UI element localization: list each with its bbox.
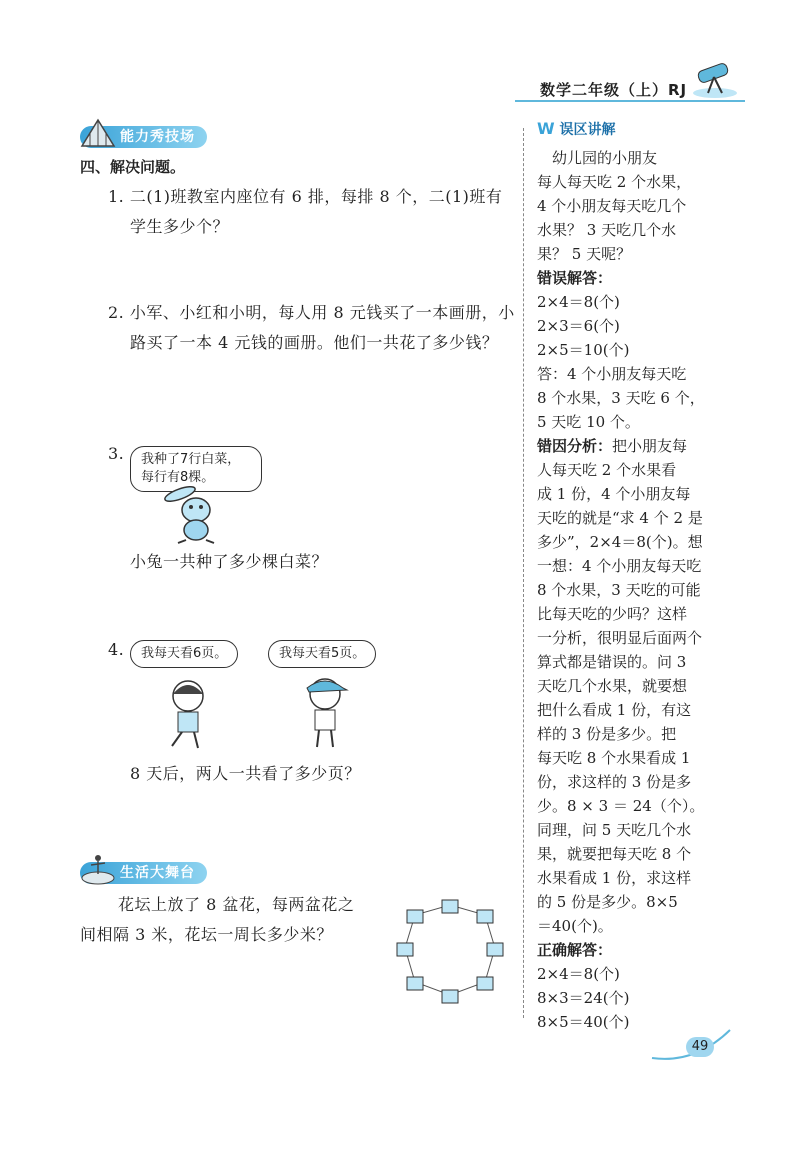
analysis-line: 比每天吃的少吗？这样 bbox=[537, 605, 688, 623]
flower-pot bbox=[407, 910, 423, 923]
sidebar-problem-line: 水果？ 3 天吃几个水 bbox=[537, 221, 677, 239]
analysis-line: ＝40(个)。 bbox=[537, 917, 613, 935]
analysis-line: 的 5 份是多少。8×5 bbox=[537, 893, 678, 911]
girl-illustration bbox=[158, 676, 218, 751]
analysis-line: 同理，问 5 天吃几个水 bbox=[537, 821, 692, 839]
analysis-line: 把什么看成 1 份，有这 bbox=[537, 701, 692, 719]
flower-pot bbox=[487, 943, 503, 956]
life-problem-line-1: 花坛上放了 8 盆花，每两盆花之 bbox=[118, 895, 355, 914]
telescope-icon bbox=[690, 55, 740, 100]
analysis-line: 多少”，2×4＝8(个)。想 bbox=[537, 533, 703, 551]
bubble-line: 每行有8棵。 bbox=[141, 470, 215, 485]
sidebar-problem-line: 果？ 5 天呢？ bbox=[537, 245, 632, 263]
wrong-answer-line: 2×4＝8(个) bbox=[537, 293, 620, 311]
analysis-line: 一想：4 个小朋友每天吃 bbox=[537, 557, 702, 575]
wrong-answer-line: 8 个水果，3 天吃 6 个， bbox=[537, 389, 705, 407]
correct-answer-title: 正确解答： bbox=[537, 941, 613, 959]
stage-icon bbox=[80, 850, 116, 886]
tent-icon bbox=[80, 118, 116, 150]
bubble-text: 我每天看6页。 bbox=[141, 646, 228, 661]
analysis-title: 错因分析： bbox=[537, 437, 613, 455]
flower-pots-circle bbox=[385, 890, 515, 1015]
bubble-line: 我种了7行白菜， bbox=[141, 452, 241, 467]
analysis-line: 人每天吃 2 个水果看 bbox=[537, 461, 677, 479]
analysis-line: 天吃的就是“求 4 个 2 是 bbox=[537, 509, 703, 527]
sidebar-badge-label: 误区讲解 bbox=[559, 122, 616, 138]
flower-pot bbox=[477, 910, 493, 923]
bubble-text: 我每天看5页。 bbox=[279, 646, 366, 661]
wrong-answer-line: 2×5＝10(个) bbox=[537, 341, 630, 359]
analysis-line: 水果看成 1 份，求这样 bbox=[537, 869, 692, 887]
flower-pot bbox=[442, 990, 458, 1003]
analysis-line: 每天吃 8 个水果看成 1 bbox=[537, 749, 691, 767]
speech-bubble-boy bbox=[268, 640, 376, 668]
sidebar-content bbox=[537, 146, 722, 1034]
wrong-answer-line: 5 天吃 10 个。 bbox=[537, 413, 640, 431]
analysis-line: 少。8 × 3 ＝ 24（个）。 bbox=[537, 797, 705, 815]
analysis-line: 8 个水果，3 天吃的可能 bbox=[537, 581, 701, 599]
w-logo-icon: W bbox=[537, 119, 555, 138]
column-divider bbox=[523, 128, 524, 1018]
sidebar-problem bbox=[537, 146, 722, 266]
rabbit-illustration bbox=[160, 480, 230, 545]
analysis-line: 份，求这样的 3 份是多 bbox=[537, 773, 692, 791]
flower-pot bbox=[442, 900, 458, 913]
question-2-line-1: 2. 小军、小红和小明，每人用 8 元钱买了一本画册，小 bbox=[108, 303, 515, 322]
analysis-line: 果，就要把每天吃 8 个 bbox=[537, 845, 692, 863]
correct-answer-line: 2×4＝8(个) bbox=[537, 965, 620, 983]
section-badge-label: 能力秀技场 bbox=[120, 129, 195, 145]
question-2-line-2: 路买了一本 4 元钱的画册。他们一共花了多少钱？ bbox=[130, 333, 499, 352]
correct-answer-line: 8×5＝40(个) bbox=[537, 1013, 630, 1031]
sidebar-problem-line: 4 个小朋友每天吃几个 bbox=[537, 197, 687, 215]
analysis-line: 天吃几个水果，就要想 bbox=[537, 677, 688, 695]
analysis-line: 一分析，很明显后面两个 bbox=[537, 629, 703, 647]
sidebar-badge bbox=[537, 119, 616, 139]
wrong-answer-lines bbox=[537, 290, 722, 434]
problems-heading: 四、解决问题。 bbox=[80, 158, 186, 176]
section-badge-label: 生活大舞台 bbox=[120, 865, 195, 881]
question-4-text: 8 天后，两人一共看了多少页？ bbox=[130, 764, 361, 783]
analysis-line: 算式都是错误的。问 3 bbox=[537, 653, 687, 671]
flower-pot bbox=[407, 977, 423, 990]
wrong-answer-title: 错误解答： bbox=[537, 269, 613, 287]
header-rule bbox=[515, 100, 745, 102]
sidebar-problem-line: 幼儿园的小朋友 bbox=[537, 149, 658, 167]
question-3-number: 3. bbox=[108, 444, 125, 463]
flower-pot bbox=[477, 977, 493, 990]
analysis-line: 成 1 份，4 个小朋友每 bbox=[537, 485, 691, 503]
question-1-line-2: 学生多少个？ bbox=[130, 217, 230, 236]
page-number: 49 bbox=[686, 1037, 714, 1057]
correct-answer-line: 8×3＝24(个) bbox=[537, 989, 630, 1007]
speech-bubble-girl bbox=[130, 640, 238, 668]
question-1-line-1: 1. 二(1)班教室内座位有 6 排，每排 8 个，二(1)班有 bbox=[108, 187, 503, 206]
wrong-answer-line: 答：4 个小朋友每天吃 bbox=[537, 365, 687, 383]
analysis-first-line: 把小朋友每 bbox=[612, 437, 688, 455]
boy-illustration bbox=[295, 672, 355, 752]
page-header-title: 数学二年级（上）RJ bbox=[540, 81, 688, 99]
analysis-lines bbox=[537, 458, 722, 938]
life-problem-line-2: 间相隔 3 米，花坛一周长多少米？ bbox=[80, 925, 333, 944]
analysis-line: 样的 3 份是多少。把 bbox=[537, 725, 677, 743]
question-3-text: 小兔一共种了多少棵白菜？ bbox=[130, 552, 329, 571]
wrong-answer-line: 2×3＝6(个) bbox=[537, 317, 620, 335]
question-4-number: 4. bbox=[108, 640, 125, 659]
flower-pot bbox=[397, 943, 413, 956]
sidebar-problem-line: 每人每天吃 2 个水果， bbox=[537, 173, 692, 191]
